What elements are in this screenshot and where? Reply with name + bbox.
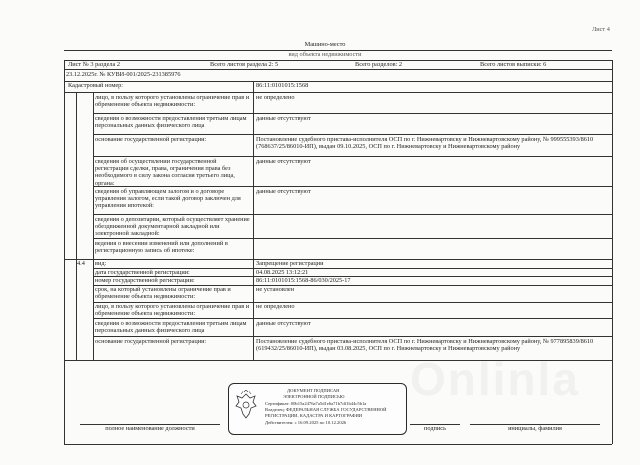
stamp-line-3: Сертификат: 00b15a2476a7a5d1e6a71b7df1b44c5b1a (265, 401, 367, 406)
row-registration-basis-value-2: Постановление судебного пристава-исполнителя ОСП по г. Нижневартовску и Нижневартовскому району, № 977895839/8610 (619432/25/86010-ИП), выдан 03.08.2025, ОСП по г. Нижневартовску и Нижневартовскому району (256, 338, 594, 353)
object-type-subtitle: вид объекта недвижимости (288, 51, 362, 58)
row-term-label: срок, на который установлены ограничение прав и обременение объекта недвижимости: (95, 286, 231, 301)
sheet-number: Лист 4 (592, 26, 610, 33)
stamp-line-1: ДОКУМЕНТ ПОДПИСАН (287, 388, 340, 393)
section-number: 4.4 (77, 260, 85, 267)
row-beneficiary-label: лицо, в пользу которого установлены ограничение прав и обременение объекта недвижимости: (95, 303, 250, 318)
row-pledge-manager-value: данные отсутствуют (256, 188, 311, 195)
row-beneficiary-value: не определено (256, 303, 295, 310)
extract-date-number: 23.12.2025г. № КУВИ-001/2025-231385976 (66, 71, 181, 78)
row-registration-basis-label-2: основание государственной регистрации: (95, 338, 207, 345)
row-registration-number-value: 86:11:0101015:1568-86/030/2025-17 (256, 277, 351, 284)
row-kind-label: вид: (95, 260, 107, 267)
cadastral-label: Кадастровый номер: (68, 82, 124, 89)
row-term-value: не установлен (256, 286, 295, 293)
row-registration-basis-label: основание государственной регистрации: (95, 136, 207, 143)
row-no-consent-value: данные отсутствуют (256, 158, 311, 165)
electronic-signature-stamp (228, 383, 407, 435)
cadastral-number: 86:11:0101015:1568 (256, 82, 309, 89)
object-type-title: Машино-место (304, 41, 346, 48)
sheet-of-section: Лист № 3 раздела 2 (68, 61, 121, 68)
row-personal-data-value: данные отсутствуют (256, 115, 311, 122)
watermark: Onlinla (410, 353, 580, 405)
total-sheets-extract: Всего листов выписки: 6 (480, 61, 547, 68)
position-label: полное наименование должности (105, 425, 195, 432)
stamp-line-2: ЭЛЕКТРОННОЙ ПОДПИСЬЮ (283, 394, 345, 399)
row-registration-basis-value: Постановление судебного пристава-исполнителя ОСП по г. Нижневартовску и Нижневартовскому району, № 999555393/8610 (768637/25/86010-ИП), выдан 09.10.2025, ОСП по г. Нижневартовску и Нижневартовскому району (256, 136, 594, 151)
row-personal-data-label-2: сведения о возможности предоставления третьим лицам персональных данных физического лица (95, 320, 247, 335)
row-kind-value: Запрещение регистрации (256, 260, 324, 267)
total-sections: Всего разделов: 2 (355, 61, 403, 68)
total-sheets-section: Всего листов раздела 2: 5 (210, 61, 279, 68)
row-depositary-label: сведения о депозитарии, который осуществляет хранение обездвиженной документарной закладной или электронной закладной: (95, 216, 250, 238)
row-pledge-manager-label: сведения об управляющем залогом и о договоре управления залогом, если такой договор заключен для управления ипотекой: (95, 188, 241, 210)
row-mortgage-changes-label: ведения о внесении изменений или дополнений в регистрационную запись об ипотеке: (95, 240, 228, 255)
stamp-line-6: Действителен: с 16.09.2025 по 10.12.2026 (265, 420, 347, 425)
row-personal-data-value-2: данные отсутствуют (256, 320, 311, 327)
row-registration-date-value: 04.08.2025 13:12:21 (256, 269, 309, 276)
stamp-line-4: Владелец: ФЕДЕРАЛЬНАЯ СЛУЖБА ГОСУДАРСТВЕННОЙ (265, 407, 387, 412)
name-label: инициалы, фамилия (508, 425, 562, 432)
stamp-line-5: РЕГИСТРАЦИИ, КАДАСТРА И КАРТОГРАФИИ (265, 413, 363, 418)
row-restriction-beneficiary-value: не определено (256, 94, 295, 101)
row-restriction-beneficiary-label: лицо, в пользу которого установлены ограничение прав и обременение объекта недвижимости: (95, 94, 250, 109)
signature-label: подпись (424, 425, 446, 432)
row-personal-data-label: сведения о возможности предоставления третьим лицам персональных данных физического лица (95, 115, 247, 130)
row-registration-date-label: дата государственной регистрации: (95, 269, 190, 276)
row-no-consent-label: сведения об осуществлении государственной регистрации сделки, права, ограничения права без необходимого в силу закона согласия третьего лица, органа: (95, 158, 235, 187)
row-registration-number-label: номер государственной регистрации: (95, 277, 195, 284)
coat-of-arms-icon (233, 390, 259, 422)
